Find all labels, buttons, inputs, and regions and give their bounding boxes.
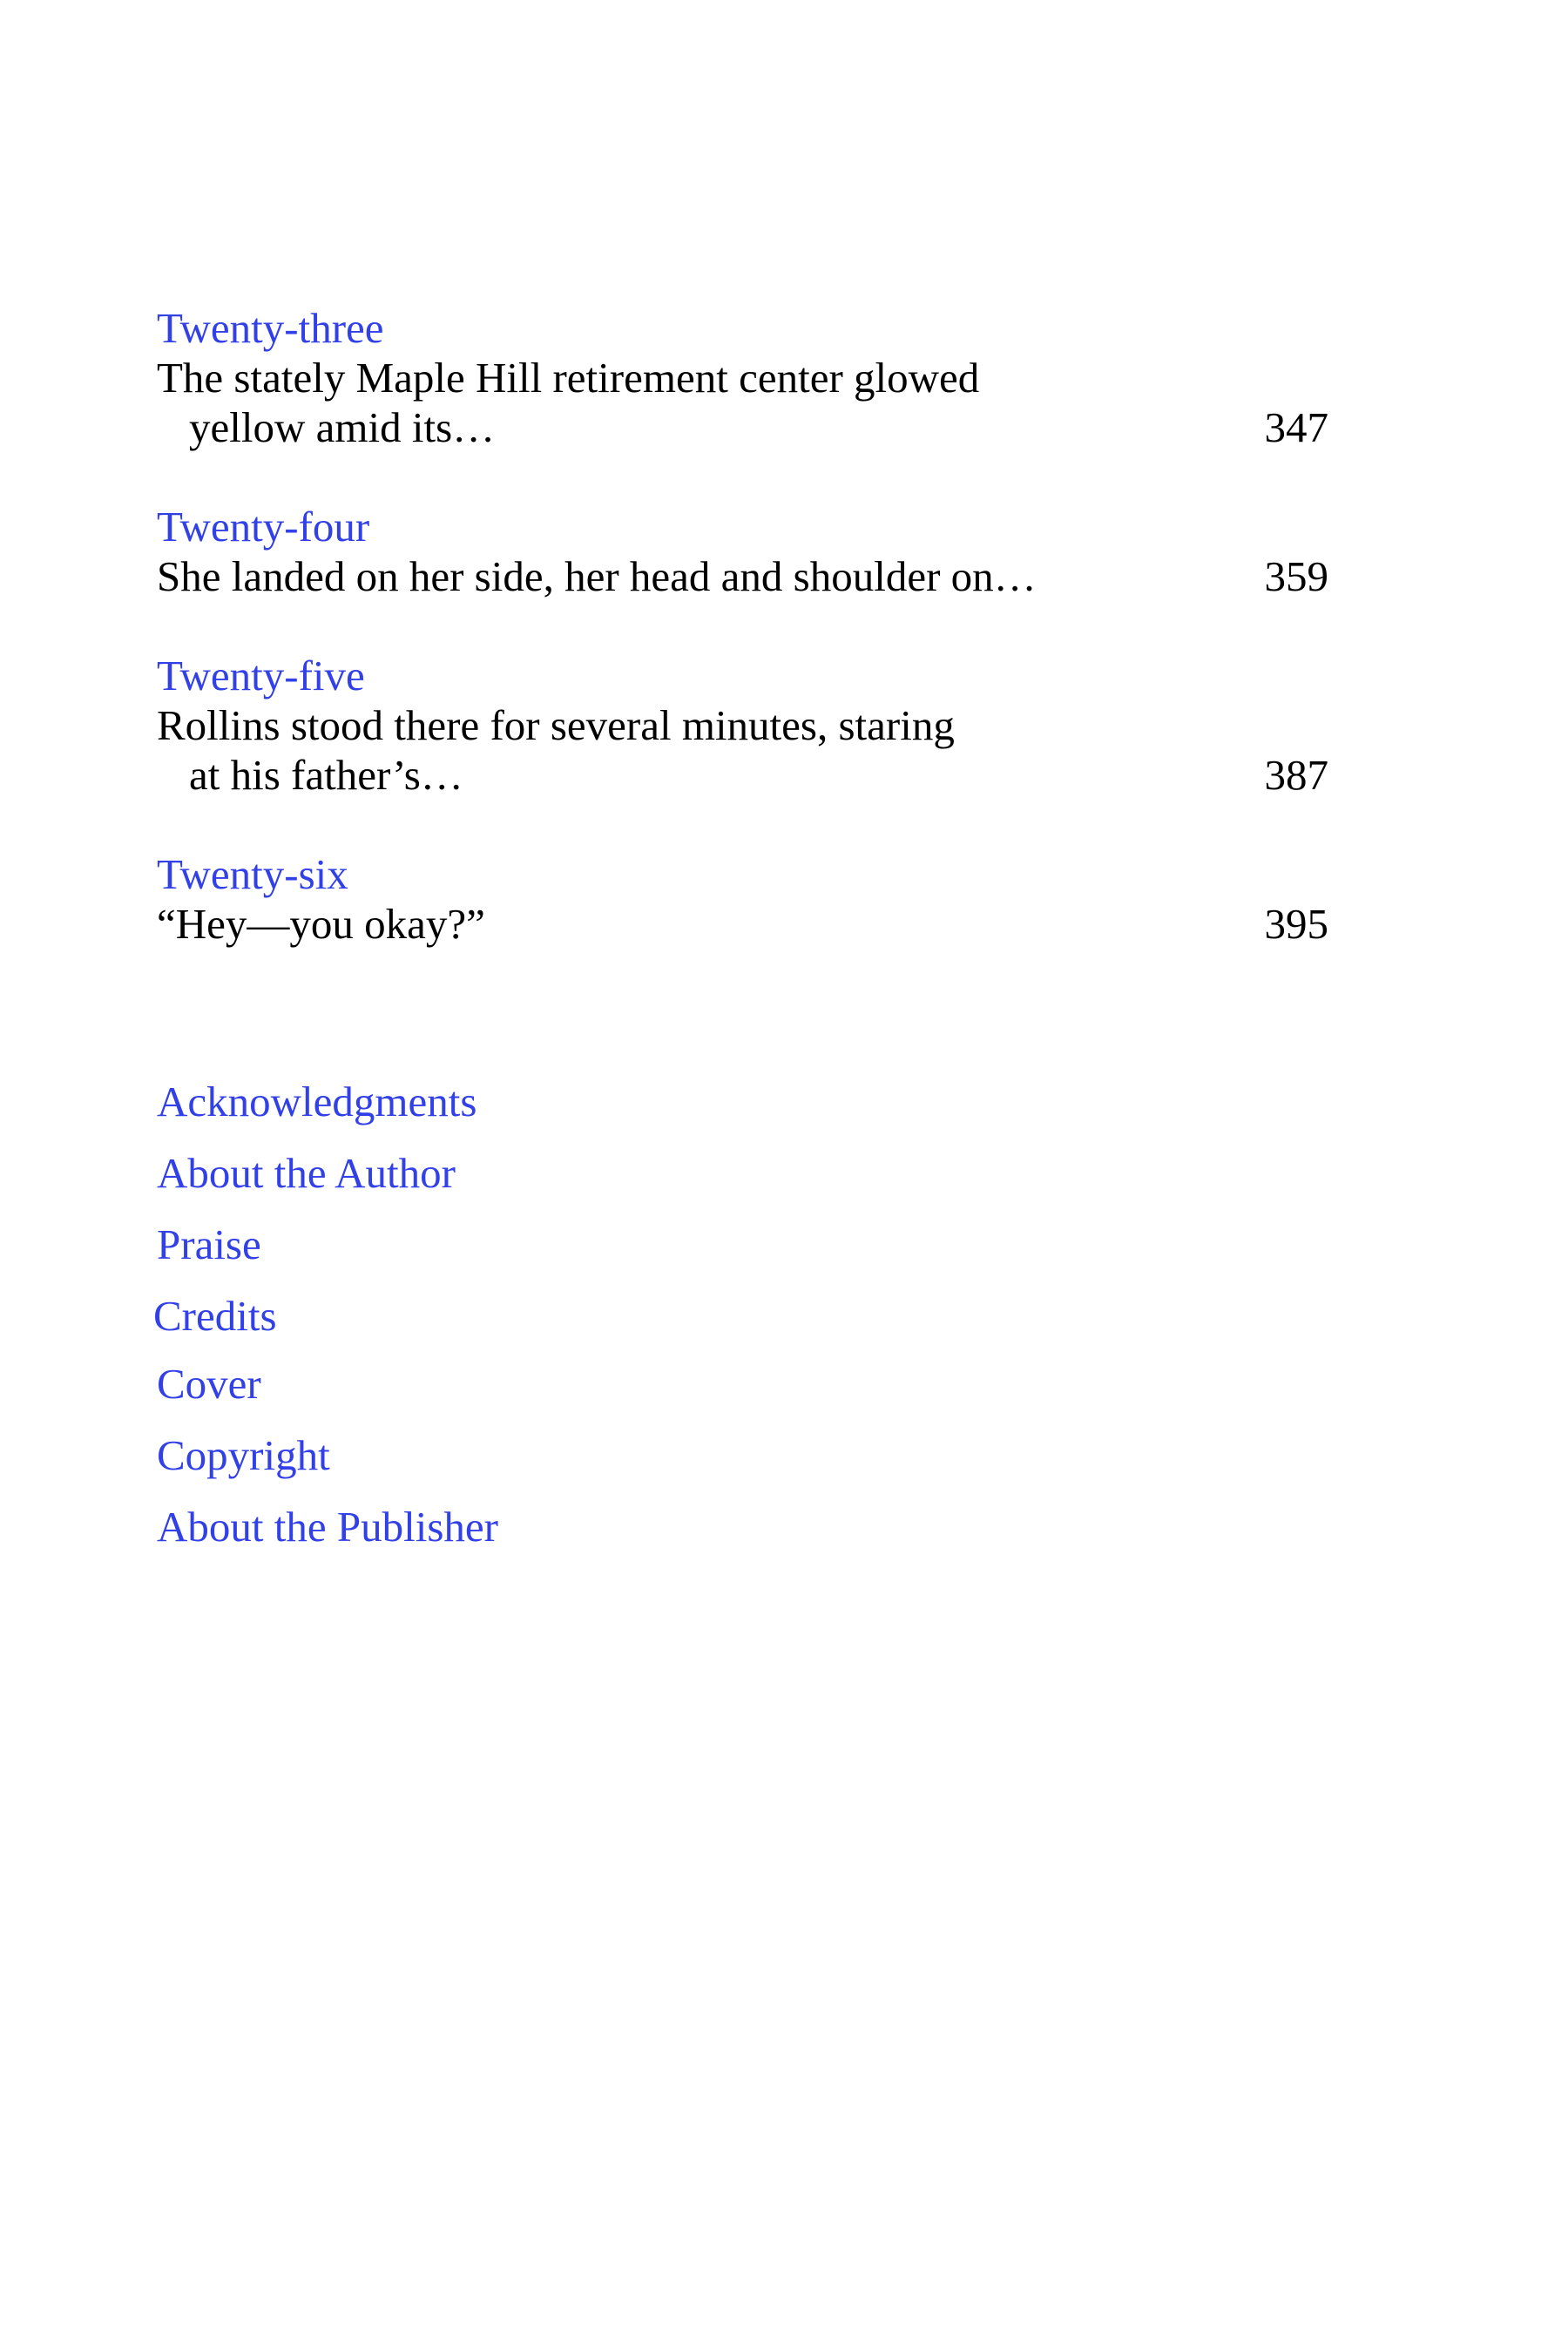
page-number: 359 [1264, 552, 1328, 600]
chapter-excerpt-text: at his father’s… [189, 751, 463, 799]
chapter-excerpt-continuation [157, 750, 1328, 800]
toc-entry-twenty-five [157, 651, 1328, 800]
cover-link[interactable]: Cover [157, 1360, 261, 1408]
chapter-excerpt-text: yellow amid its… [189, 403, 496, 451]
chapter-link-twenty-five[interactable]: Twenty-five [157, 652, 365, 700]
toc-entry-twenty-three [157, 303, 1328, 452]
chapter-excerpt: The stately Maple Hill retirement center glowed [157, 354, 980, 402]
credits-link[interactable]: Credits [153, 1292, 277, 1340]
back-matter-links [153, 1077, 498, 1573]
chapter-link-twenty-four[interactable]: Twenty-four [157, 503, 370, 551]
toc-entry-twenty-six [157, 849, 1328, 949]
acknowledgments-link[interactable]: Acknowledgments [157, 1078, 477, 1125]
chapter-excerpt-line [157, 551, 1328, 601]
chapter-link-twenty-six[interactable]: Twenty-six [157, 850, 348, 898]
chapter-excerpt-line [157, 899, 1328, 949]
chapter-excerpt-text: She landed on her side, her head and shoulder on… [157, 552, 1037, 600]
page-number: 387 [1264, 751, 1328, 799]
page-number: 395 [1264, 900, 1328, 948]
about-the-author-link[interactable]: About the Author [157, 1149, 456, 1197]
chapter-link-twenty-three[interactable]: Twenty-three [157, 304, 384, 352]
praise-link[interactable]: Praise [157, 1220, 261, 1268]
chapter-excerpt: Rollins stood there for several minutes, staring [157, 701, 955, 749]
toc-entry-twenty-four [157, 502, 1328, 601]
page-number: 347 [1264, 403, 1328, 451]
table-of-contents [157, 303, 1328, 998]
chapter-excerpt-continuation [157, 402, 1328, 452]
copyright-link[interactable]: Copyright [157, 1431, 330, 1479]
about-the-publisher-link[interactable]: About the Publisher [157, 1503, 498, 1551]
chapter-excerpt-text: “Hey—you okay?” [157, 900, 485, 948]
